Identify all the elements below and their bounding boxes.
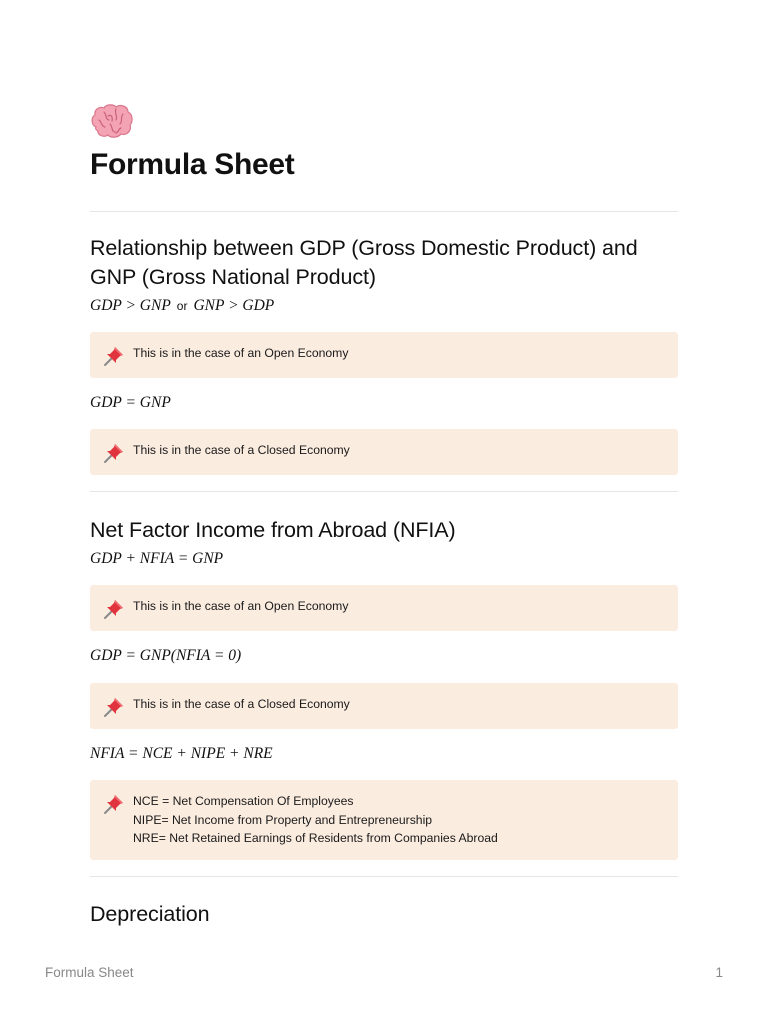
- divider: [90, 876, 678, 877]
- callout-open-economy: [90, 585, 678, 631]
- pushpin-icon: [102, 597, 126, 621]
- footer-page-number: 1: [715, 965, 723, 980]
- callout-text: This is in the case of an Open Economy: [133, 599, 349, 613]
- formula-gdp-gnp-inequality: [90, 297, 274, 315]
- pushpin-icon: [102, 344, 126, 368]
- formula-gdp-plus-nfia: GDP + NFIA = GNP: [90, 550, 224, 567]
- formula-gdp-equals-gnp: GDP = GNP: [90, 394, 171, 411]
- section-heading-nfia: Net Factor Income from Abroad (NFIA): [90, 518, 456, 542]
- brain-icon: [90, 103, 134, 139]
- callout-open-economy: [90, 332, 678, 378]
- footer-title: Formula Sheet: [45, 965, 134, 980]
- pushpin-icon: [102, 792, 126, 816]
- formula-right: GNP > GDP: [193, 297, 275, 314]
- formula-left: GDP > GNP: [90, 297, 171, 314]
- callout-closed-economy: [90, 429, 678, 475]
- callout-closed-economy: [90, 683, 678, 729]
- definition-nipe: NIPE= Net Income from Property and Entrepreneurship: [133, 812, 433, 827]
- callout-text: This is in the case of an Open Economy: [133, 346, 349, 360]
- formula-gdp-gnp-nfia-zero: GDP = GNP(NFIA = 0): [90, 647, 242, 664]
- divider: [90, 211, 678, 212]
- section-heading-gdp-gnp: Relationship between GDP (Gross Domestic Product) and GNP (Gross National Product): [90, 236, 638, 289]
- formula-joiner: or: [176, 299, 188, 313]
- callout-text: This is in the case of a Closed Economy: [133, 443, 350, 457]
- pushpin-icon: [102, 441, 126, 465]
- formula-nfia-components: NFIA = NCE + NIPE + NRE: [90, 745, 273, 762]
- callout-text: This is in the case of a Closed Economy: [133, 697, 350, 711]
- definition-nre: NRE= Net Retained Earnings of Residents from Companies Abroad: [133, 831, 498, 846]
- page-title: Formula Sheet: [90, 148, 295, 181]
- callout-nfia-definitions: [90, 780, 678, 860]
- divider: [90, 491, 678, 492]
- definition-nce: NCE = Net Compensation Of Employees: [133, 794, 354, 808]
- section-heading-depreciation: Depreciation: [90, 902, 210, 926]
- pushpin-icon: [102, 695, 126, 719]
